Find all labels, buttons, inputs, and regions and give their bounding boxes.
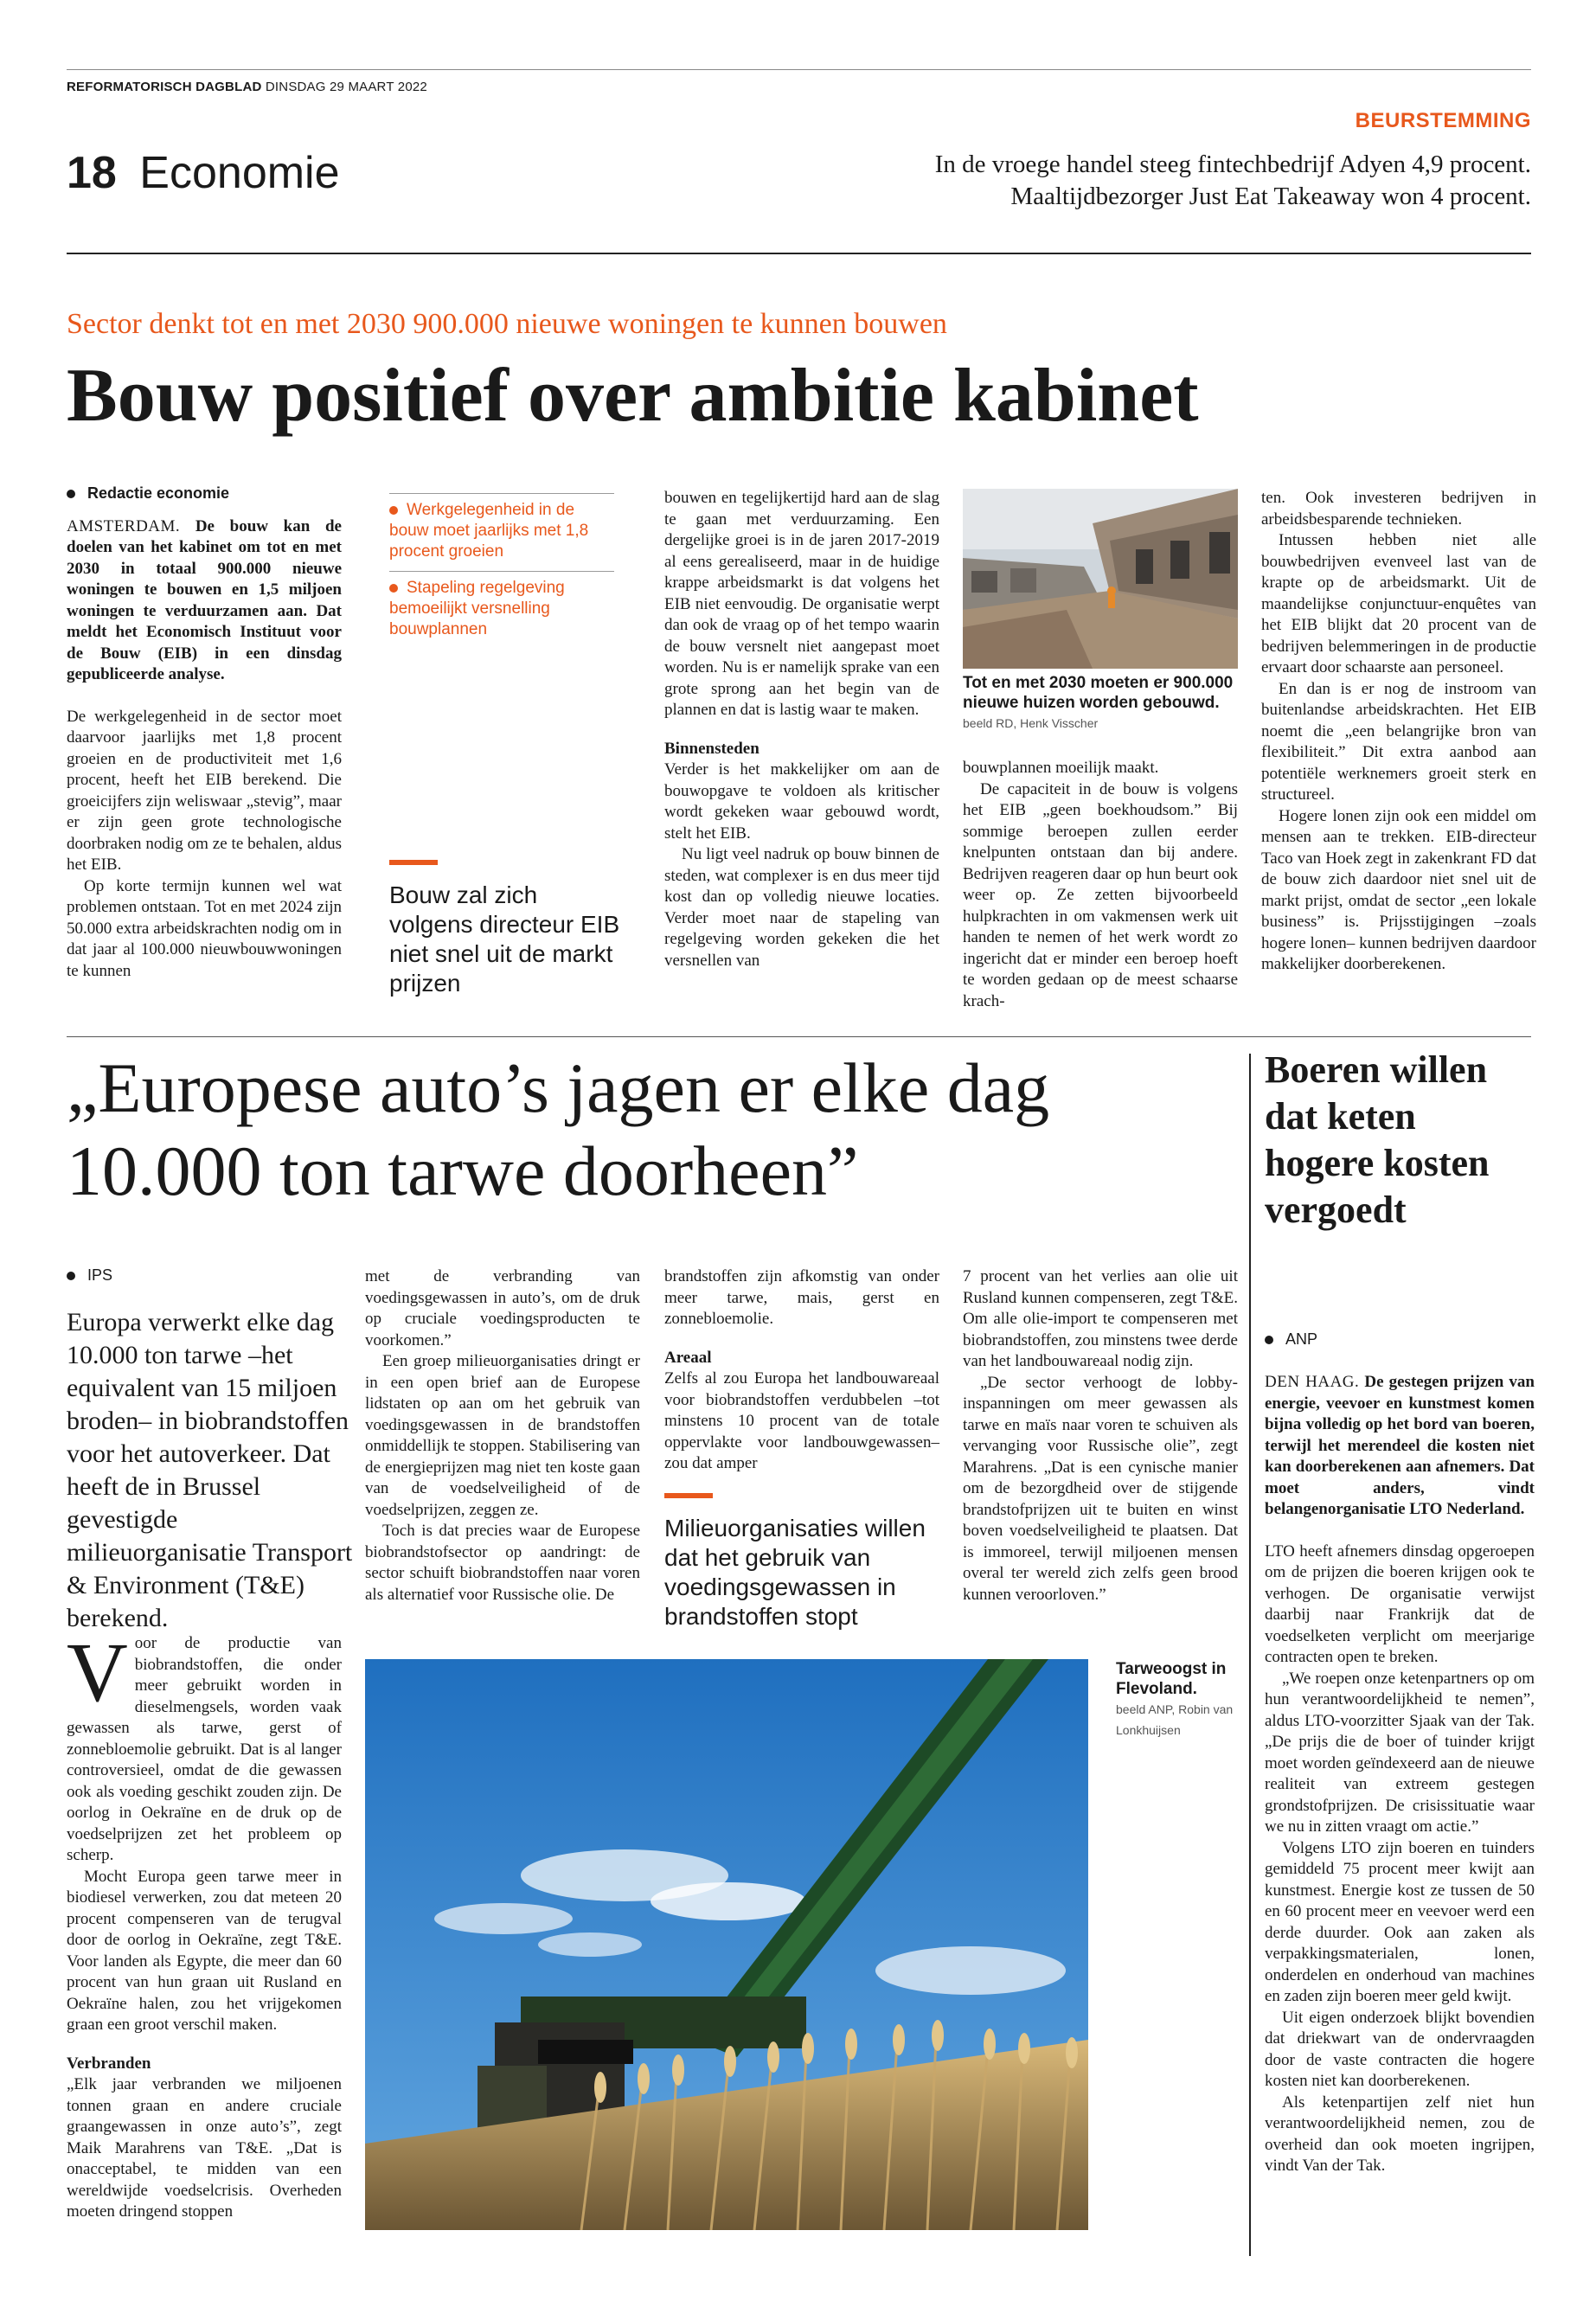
pullquote-bar (664, 1493, 713, 1498)
paragraph: met de verbranding van voedingsgewassen in auto’s, om de druk op cruciale voedingsproducten te voorkomen.” (365, 1267, 640, 1349)
page-number: 18 (67, 148, 117, 198)
byline-dot (67, 490, 75, 498)
paragraph: Toch is dat precies waar de Europese biobrandstofsector op aandringt: de sector schuift biobrandstoffen naar voren als alternatief voor Russische olie. De (365, 1522, 640, 1604)
highlight-rule (389, 571, 614, 572)
paragraph: Verder is het makkelijker om aan de bouwopgave te voldoen als kritischer wordt gekeken waar gebouwd wordt, stelt het EIB. (664, 760, 939, 843)
wheat-harvest-photo-svg (365, 1659, 1088, 2230)
paragraph: 7 procent van het verlies aan olie uit Rusland kunnen compenseren, zegt T&E. Om alle olie-import te compenseren met biobrandstoffen, zou minstens twee derde van het landbouwareaal nodig zijn. (963, 1267, 1238, 1370)
caption-text: Tot en met 2030 moeten er 900.000 nieuwe huizen worden gebouwd. (963, 674, 1234, 712)
article1-pullquote: Bouw zal zich volgens directeur EIB niet snel uit de markt prijzen (389, 881, 620, 997)
lead-text: De bouw kan de doelen van het kabinet om tot en met 2030 in totaal 900.000 nieuwe woningen te bouwen en 1,5 miljoen woningen te verduurzamen aan. Dat meldt het Economisch Instituut voor de Bouw (EIB) in een dinsdag gepubliceerde analyse. (67, 516, 342, 683)
dateline: AMSTERDAM. (67, 516, 181, 535)
byline-dot (1265, 1336, 1273, 1344)
paragraph: Uit eigen onderzoek blijkt bovendien dat driekwart van de ondervraagden door de vaste contracten die hogere kosten niet kan doorberekenen. (1265, 2008, 1535, 2090)
byline-text: Redactie economie (87, 484, 230, 502)
byline-dot (67, 1272, 75, 1280)
paragraph: Mocht Europa geen tarwe meer in biodiesel verwerken, zou dat meteen 20 procent compenseren van de terugval door de oorlog in Oekraïne, zegt T&E. Voor landen als Egypte, die meer dan 60 procent van hun graan uit Rusland en Oekraïne halen, zou het vrijgekomen graan een groot verschil maken. (67, 1867, 342, 2034)
paragraph: bouwen en tegelijkertijd hard aan de slag te gaan met verduurzaming. Een dergelijke groei is in de jaren 2017-2019 al eens gerealiseerd, maar in de huidige krappe arbeidsmarkt is dat volgens het EIB niet eenvoudig. De organisatie werpt dan ook de vraag op of het tempo waarin de bouw versnelt niet aangepast moet worden. Nu is er namelijk sprake van een grote sprong aan het begin van de plannen en dat is lastig waar te maken. (664, 489, 939, 719)
paragraph: Als ketenpartijen zelf niet hun verantwoordelijkheid nemen, zou de overheid dan ook moeten ingrijpen, vindt Van der Tak. (1265, 2093, 1535, 2175)
section-name: Economie (139, 148, 340, 198)
paragraph-text: oor de productie van biobrandstoffen, die onder meer gebruikt worden in dieselmengsels, worden vaak gewassen als tarwe, gerst of zonnebloemolie gebruikt. Dat is al langer controversieel, omdat de die gewassen ook als voeding geschikt zouden zijn. De oorlog in Oekraïne en de druk op de voedselprijzen zet het probleem op scherp. (67, 1634, 342, 1864)
dropcap-letter: V (67, 1626, 128, 1720)
beurs-line-2: Maaltijdbezorger Just Eat Takeaway won 4 procent. (1010, 183, 1531, 210)
paragraph: Op korte termijn kunnen wel wat problemen ontstaan. Tot en met 2024 zijn 50.000 extra arbeidskrachten nodig om in dat jaar al 100.000 nieuwbouwwoningen te kunnen (67, 876, 342, 980)
highlight-1 (389, 500, 614, 562)
subhead: Areaal (664, 1348, 712, 1367)
article2-col3 (664, 1266, 939, 1475)
photo-credit: beeld ANP, Robin van Lonkhuijsen (1116, 1702, 1234, 1737)
article1-byline (67, 483, 342, 504)
headline-line: „Europese auto’s jagen er elke dag (67, 1048, 1050, 1127)
article2-col2 (365, 1266, 640, 1606)
article2-headline (67, 1047, 1049, 1213)
paragraph: Zelfs al zou Europa het landbouwareaal voor biobrandstoffen verdubbelen –tot minstens 10 procent van de totale oppervlakte voor landbouwgewassen– zou dat amper (664, 1369, 939, 1472)
byline-text: IPS (87, 1266, 113, 1284)
paragraph: Een groep milieuorganisaties dringt er in een open brief aan de Europese lidstaten op aan om het gebruik van voedingsgewassen in de brandstoffen onmiddellijk te stoppen. Stabilisering van de energieprijzen mag niet ten koste gaan van de voedselveiligheid of de voedselprijzen, zeggen ze. (365, 1352, 640, 1519)
article3-lead (1265, 1372, 1535, 1521)
issue-date: DINSDAG 29 MAART 2022 (265, 80, 427, 94)
beurs-label: BEURSTEMMING (1355, 109, 1531, 132)
highlight-text: Werkgelegenheid in de bouw moet jaarlijks met 1,8 procent groeien (389, 501, 589, 561)
photo-credit: beeld RD, Henk Visscher (963, 716, 1099, 730)
section-header (67, 147, 340, 199)
paragraph: De werkgelegenheid in de sector moet daarvoor jaarlijks met 1,8 procent groeien en de productiviteit met 1,6 procent, heeft het EIB berekend. Die groeicijfers zijn weliswaar „stevig”, maar er zijn geen grote technologische doorbraken nodig om ze te behalen, aldus het EIB. (67, 707, 342, 874)
paragraph: brandstoffen zijn afkomstig van onder meer tarwe, mais, gerst en zonnebloemolie. (664, 1267, 939, 1328)
article3-byline (1265, 1330, 1317, 1349)
article3-headline: Boeren willen dat keten hogere kosten vergoedt (1265, 1048, 1490, 1231)
paragraph: De capaciteit in de bouw is volgens het EIB „geen boekhoudsom.” Bij sommige beroepen zullen eerder knelpunten ontstaan dan bij andere. Bedrijven reageren daar op hun beurt ook weer op. Ze zetten bijvoorbeeld hulpkrachten in om vakmensen werk uit handen te nemen of het werk wordt zo ingericht dat er minder een beroep hoeft te worden gedaan op de meest schaarse krach- (963, 779, 1238, 1010)
article2-pullquote: Milieuorganisaties willen dat het gebruik van voedingsgewassen in brandstoffen stopt (664, 1515, 926, 1630)
paragraph: Volgens LTO zijn boeren en tuinders gemiddeld 75 procent meer kwijt aan kunstmest. Energie kost ze tussen de 50 en 60 procent meer en veevoer werd een derde duurder. Ook aan zaken als verpakkingsmaterialen, lonen, onderdelen en onderhoud van machines en zaden zijn boeren meer geld kwijt. (1265, 1838, 1535, 2005)
paragraph: „Elk jaar verbranden we miljoenen tonnen graan en andere cruciale graangewassen in onze auto’s”, zegt Maik Marahrens van T&E. „Dat is onacceptabel, te midden van een wereldwijde voedselcrisis. Overheden moeten dringend stoppen (67, 2075, 342, 2221)
construction-photo-svg (963, 489, 1238, 669)
article1-headline: Bouw positief over ambitie kabinet (67, 354, 1199, 438)
highlight-text: Stapeling regelgeving bemoeilijkt versnelling bouwplannen (389, 579, 565, 638)
paragraph: Intussen hebben niet alle bouwbedrijven evenveel last van de krapte op de arbeidsmarkt. Uit de maandelijkse conjunctuur-enquêtes van het EIB blijkt dat 20 procent van de bedrijven belemmeringen in de productie ervaart door schaarste aan personeel. (1261, 531, 1536, 676)
paragraph: En dan is er nog de instroom van buitenlandse arbeidskrachten. Het EIB noemt die „een belangrijke bron van flexibiliteit.” Dit extra aanbod aan potentiële werknemers groeit sterk en structureel. (1261, 679, 1536, 804)
article1-lead (67, 516, 342, 686)
masthead-rule (67, 253, 1531, 254)
article1-col5 (1261, 488, 1536, 976)
paragraph: Nu ligt veel nadruk op bouw binnen de steden, wat complexer is en dus meer tijd kost dan op volledig nieuwe locaties. Verder moet naar de stapeling van regelgeving worden gekeken die het versnellen van (664, 845, 939, 970)
article2-col4 (963, 1266, 1238, 1606)
paragraph: bouwplannen moeilijk maakt. (963, 759, 1159, 777)
article-divider (67, 1036, 1531, 1037)
article1-col3 (664, 488, 939, 971)
article1-kicker: Sector denkt tot en met 2030 900.000 nieuwe woningen te kunnen bouwen (67, 308, 947, 340)
highlight-2 (389, 578, 614, 640)
paragraph: ten. Ook investeren bedrijven in arbeidsbesparende technieken. (1261, 489, 1536, 529)
highlight-dot (389, 584, 398, 593)
subhead: Verbranden (67, 2054, 151, 2073)
paragraph: „We roepen onze ketenpartners op om hun verantwoordelijkheid te nemen”, aldus LTO-voorzitter Sjaak van der Tak. „De prijs die de boer of tuinder krijgt moet worden geïndexeerd aan de nieuwe realiteit van extreem gestegen grondstofprijzen. De crisissituatie waar we nu in zitten vraagt om actie.” (1265, 1669, 1535, 1836)
lead-text: De gestegen prijzen van energie, veevoer en kunstmest komen bijna volledig op het bord van boeren, terwijl het merendeel die kosten niet kan doorberekenen aan afnemers. Dat moet anders, vindt belangenorganisatie LTO Nederland. (1265, 1373, 1535, 1518)
byline-text: ANP (1285, 1330, 1318, 1348)
wheat-harvest-photo (365, 1659, 1088, 2230)
paper-name: REFORMATORISCH DAGBLAD (67, 80, 262, 94)
dateline: DEN HAAG. (1265, 1373, 1360, 1391)
paragraph: „De sector verhoogt de lobby-inspanningen om meer gewassen als tarwe en maïs naar voren te schuiven als vervanging voor Russische olie”, zegt Marahrens. „Dat is een cynische manier om de bezorgdheid over de stijgende brandstofprijzen uit te buiten en winst boven voedselveiligheid te plaatsen. Dat is immoreel, terwijl miljoenen mensen overal ter wereld zich zelfs geen brood kunnen veroorloven.” (963, 1373, 1238, 1604)
beurs-text (935, 149, 1531, 213)
article2-intro: Europa verwerkt elke dag 10.000 ton tarwe –het equivalent van 15 miljoen broden– in biobrandstoffen voor het autoverkeer. Dat heeft de in Brussel gevestigde milieuorganisatie Transport & Environment (T&E) berekend. (67, 1308, 353, 1632)
highlight-rule (389, 493, 614, 494)
article1-col4 (963, 758, 1238, 1012)
sidebar-rule (1249, 1054, 1251, 2256)
article1-col1 (67, 483, 342, 982)
top-rule (67, 69, 1531, 70)
dropcap-paragraph (67, 1626, 342, 1867)
article2-col1 (67, 1626, 342, 2223)
subhead: Binnensteden (664, 739, 760, 758)
photo2-caption (1116, 1659, 1237, 1740)
article2-byline (67, 1266, 112, 1285)
construction-photo (963, 489, 1238, 669)
highlight-dot (389, 506, 398, 515)
headline-line: 10.000 ton tarwe doorheen” (67, 1131, 859, 1210)
masthead-line (67, 80, 427, 94)
caption-text: Tarweoogst in Flevoland. (1116, 1660, 1227, 1698)
beurs-line-1: In de vroege handel steeg fintechbedrijf Adyen 4,9 procent. (934, 151, 1531, 178)
article3-body (1265, 1372, 1535, 2177)
paragraph: LTO heeft afnemers dinsdag opgeroepen om de prijzen die boeren krijgen ook te verhogen. De organisatie verwijst daarbij naar Frankrijk dat de voedselketen verplicht om meerjarige contracten open te breken. (1265, 1541, 1535, 1666)
pullquote-bar (389, 860, 438, 865)
paragraph: Hogere lonen zijn ook een middel om mensen aan te trekken. EIB-directeur Taco van Hoek zegt in zakenkrant FD dat de bouw zich daardoor niet snel uit de markt prijst, omdat de sector „een lokale business” is. Prijsstijgingen –zoals hogere lonen– kunnen bedrijven daardoor makkelijker doorberekenen. (1261, 806, 1536, 973)
photo1-caption (963, 673, 1238, 734)
